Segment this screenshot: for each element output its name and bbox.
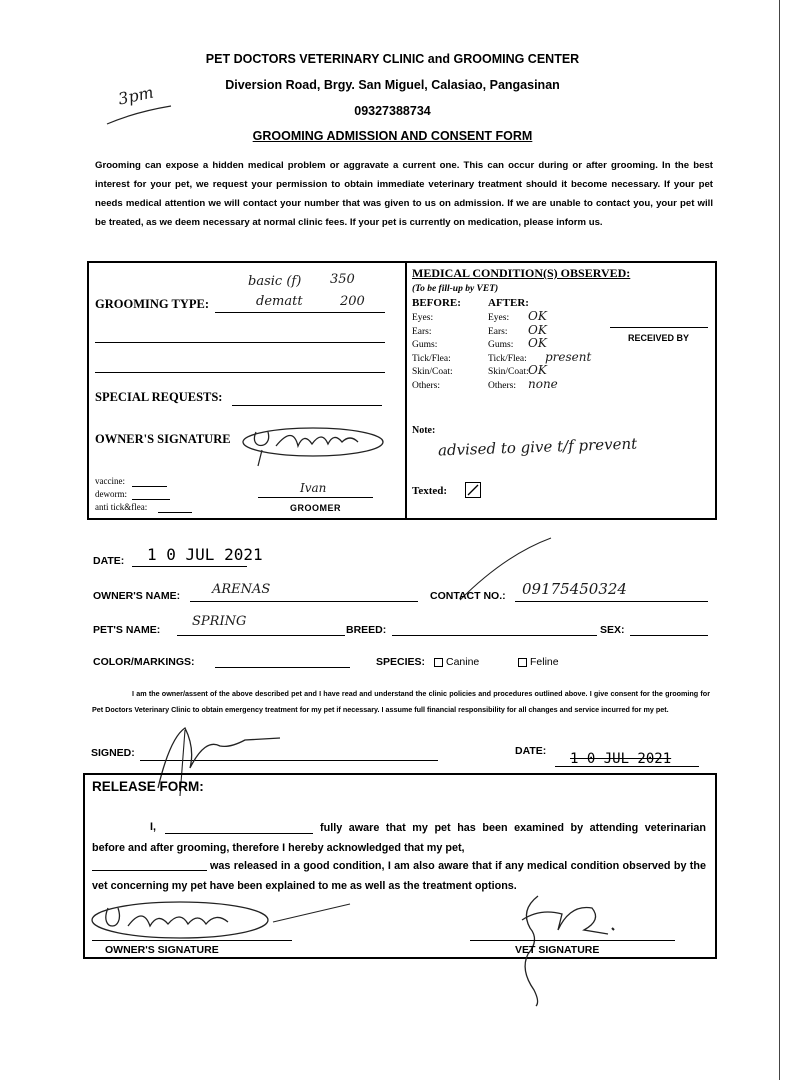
after-row-label: Ears: (488, 326, 508, 337)
grooming-blank-line-1 (95, 342, 385, 343)
breed-line (392, 635, 597, 636)
after-row-label: Eyes: (488, 313, 510, 323)
color-markings-label: COLOR/MARKINGS: (93, 656, 195, 668)
texted-checkbox[interactable] (465, 482, 481, 498)
vaccine-line (132, 486, 167, 487)
medical-title: MEDICAL CONDITION(S) OBSERVED: (412, 266, 631, 280)
special-requests-label: SPECIAL REQUESTS: (95, 390, 223, 404)
note-value: advised to give t/f prevent (437, 434, 638, 460)
clinic-phone: 09327388734 (354, 104, 431, 118)
release-text-2: fully aware that my pet has been examined by attending veterinarian before and after grooming, therefore I hereby acknowledged that my pet, (92, 822, 706, 854)
signed-label: SIGNED: (91, 747, 135, 759)
color-markings-line (215, 667, 350, 668)
grooming-type-label: GROOMING TYPE: (95, 297, 210, 311)
pets-name-label: PET'S NAME: (93, 624, 161, 636)
species-canine-label: Canine (446, 656, 480, 668)
signed-date-value: 1 0 JUL 2021 (570, 751, 672, 767)
release-form-title: RELEASE FORM: (92, 779, 204, 794)
after-row-label: Others: (488, 380, 516, 391)
groomer-value: Ivan (300, 481, 327, 495)
vet-signature-label: VET SIGNATURE (515, 944, 600, 956)
texted-label: Texted: (412, 485, 448, 497)
groomer-line (258, 497, 373, 498)
date-line (132, 566, 247, 567)
release-owner-signature-line (92, 940, 292, 941)
contact-label: CONTACT NO.: (430, 590, 506, 602)
sex-line (630, 635, 708, 636)
clinic-name: PET DOCTORS VETERINARY CLINIC and GROOMING CENTER (205, 52, 580, 66)
species-canine-option[interactable] (434, 656, 479, 668)
consent-paragraph: I am the owner/assent of the above described pet and I have read and understand the clinic policies and procedures outlined above. I give consent for the grooming for Pet Doctors Veterinary Clinic to obtain emergency treatment for my pet if necessary. I assume full financial responsibility for all changes and service incurred for my pet. (92, 689, 710, 714)
grooming-type-value-2: dematt (256, 294, 303, 309)
owners-signature-mark (238, 420, 388, 465)
owners-signature-label: OWNER'S SIGNATURE (95, 432, 231, 446)
received-by-line (610, 327, 708, 328)
signed-date-label: DATE: (515, 745, 547, 757)
species-feline-label: Feline (530, 656, 559, 668)
intro-paragraph: Grooming can expose a hidden medical problem or aggravate a current one. This can occur during or after grooming. In the best interest for your pet, we request your permission to obtain immediate veterinary treatment should it become necessary. If your pet needs medical attention we will contact your number that was given to us on admission. If we are unable to contact you, your pet will be treated, as we deem necessary at normal clinic fees. If your pet is currently on medication, please inform us. (95, 160, 713, 228)
species-label: SPECIES: (376, 656, 426, 668)
deworm-label: deworm: (95, 489, 127, 499)
after-label: AFTER: (488, 297, 529, 309)
after-row-label: Skin/Coat: (488, 367, 529, 377)
after-row-value: OK (528, 336, 547, 350)
date-label: DATE: (93, 555, 125, 567)
grooming-type-value-1: basic (f) (248, 274, 302, 289)
release-text-3: was released in a good condition, I am also aware that if any medical condition observed by the vet concerning my pet have been explained to me as well as the treatment options. (92, 860, 706, 892)
contact-line (515, 601, 708, 602)
after-row-label: Gums: (488, 340, 514, 350)
before-row-label: Gums: (412, 340, 438, 350)
release-owner-signature-label: OWNER'S SIGNATURE (105, 944, 219, 956)
owners-name-label: OWNER'S NAME: (93, 590, 181, 602)
before-row-label: Ears: (412, 326, 432, 337)
vaccine-label: vaccine: (95, 476, 125, 486)
page-edge (779, 0, 780, 1080)
after-row-value: OK (528, 322, 547, 337)
grooming-blank-line-2 (95, 372, 385, 373)
after-row-label: Tick/Flea: (488, 353, 527, 364)
margin-note-underline (105, 104, 175, 129)
before-row-label: Others: (412, 380, 440, 391)
before-row-label: Tick/Flea: (412, 353, 451, 364)
release-text-i: I, (150, 821, 156, 833)
signed-date-line (555, 766, 699, 767)
after-row-value: present (545, 349, 592, 364)
clinic-address: Diversion Road, Brgy. San Miguel, Calasiao, Pangasinan (225, 78, 560, 92)
note-label: Note: (412, 425, 436, 436)
grooming-type-line (215, 312, 385, 313)
check-mark-icon (466, 483, 480, 497)
received-by-label: RECEIVED BY (628, 333, 690, 343)
breed-label: BREED: (346, 624, 387, 636)
after-row-value: none (528, 376, 558, 391)
species-feline-option[interactable] (518, 656, 559, 668)
vet-signature-line (470, 940, 675, 941)
owners-name-value: ARENAS (212, 582, 271, 597)
contact-value: 09175450324 (522, 580, 627, 598)
grooming-type-price-1: 350 (330, 272, 355, 287)
pets-name-line (177, 635, 345, 636)
sex-label: SEX: (600, 624, 625, 636)
pets-name-value: SPRING (192, 614, 247, 629)
grooming-type-price-2: 200 (340, 294, 365, 309)
owners-name-line (190, 601, 418, 602)
after-row-value: OK (528, 363, 547, 377)
margin-note: 3pm (116, 82, 156, 109)
after-row-value: OK (528, 309, 547, 323)
medical-subtitle: (To be fill-up by VET) (412, 284, 499, 294)
date-value: 1 0 JUL 2021 (147, 545, 263, 564)
form-title: GROOMING ADMISSION AND CONSENT FORM (252, 129, 533, 143)
special-requests-line (232, 405, 382, 406)
anti-tick-line (158, 512, 192, 513)
canine-checkbox-icon (434, 658, 443, 667)
anti-tick-label: anti tick&flea: (95, 502, 148, 512)
box-divider (405, 261, 407, 520)
before-row-label: Skin/Coat: (412, 367, 453, 377)
before-row-label: Eyes: (412, 313, 434, 323)
deworm-line (132, 499, 170, 500)
before-label: BEFORE: (412, 297, 461, 309)
feline-checkbox-icon (518, 658, 527, 667)
groomer-label: GROOMER (289, 503, 341, 513)
